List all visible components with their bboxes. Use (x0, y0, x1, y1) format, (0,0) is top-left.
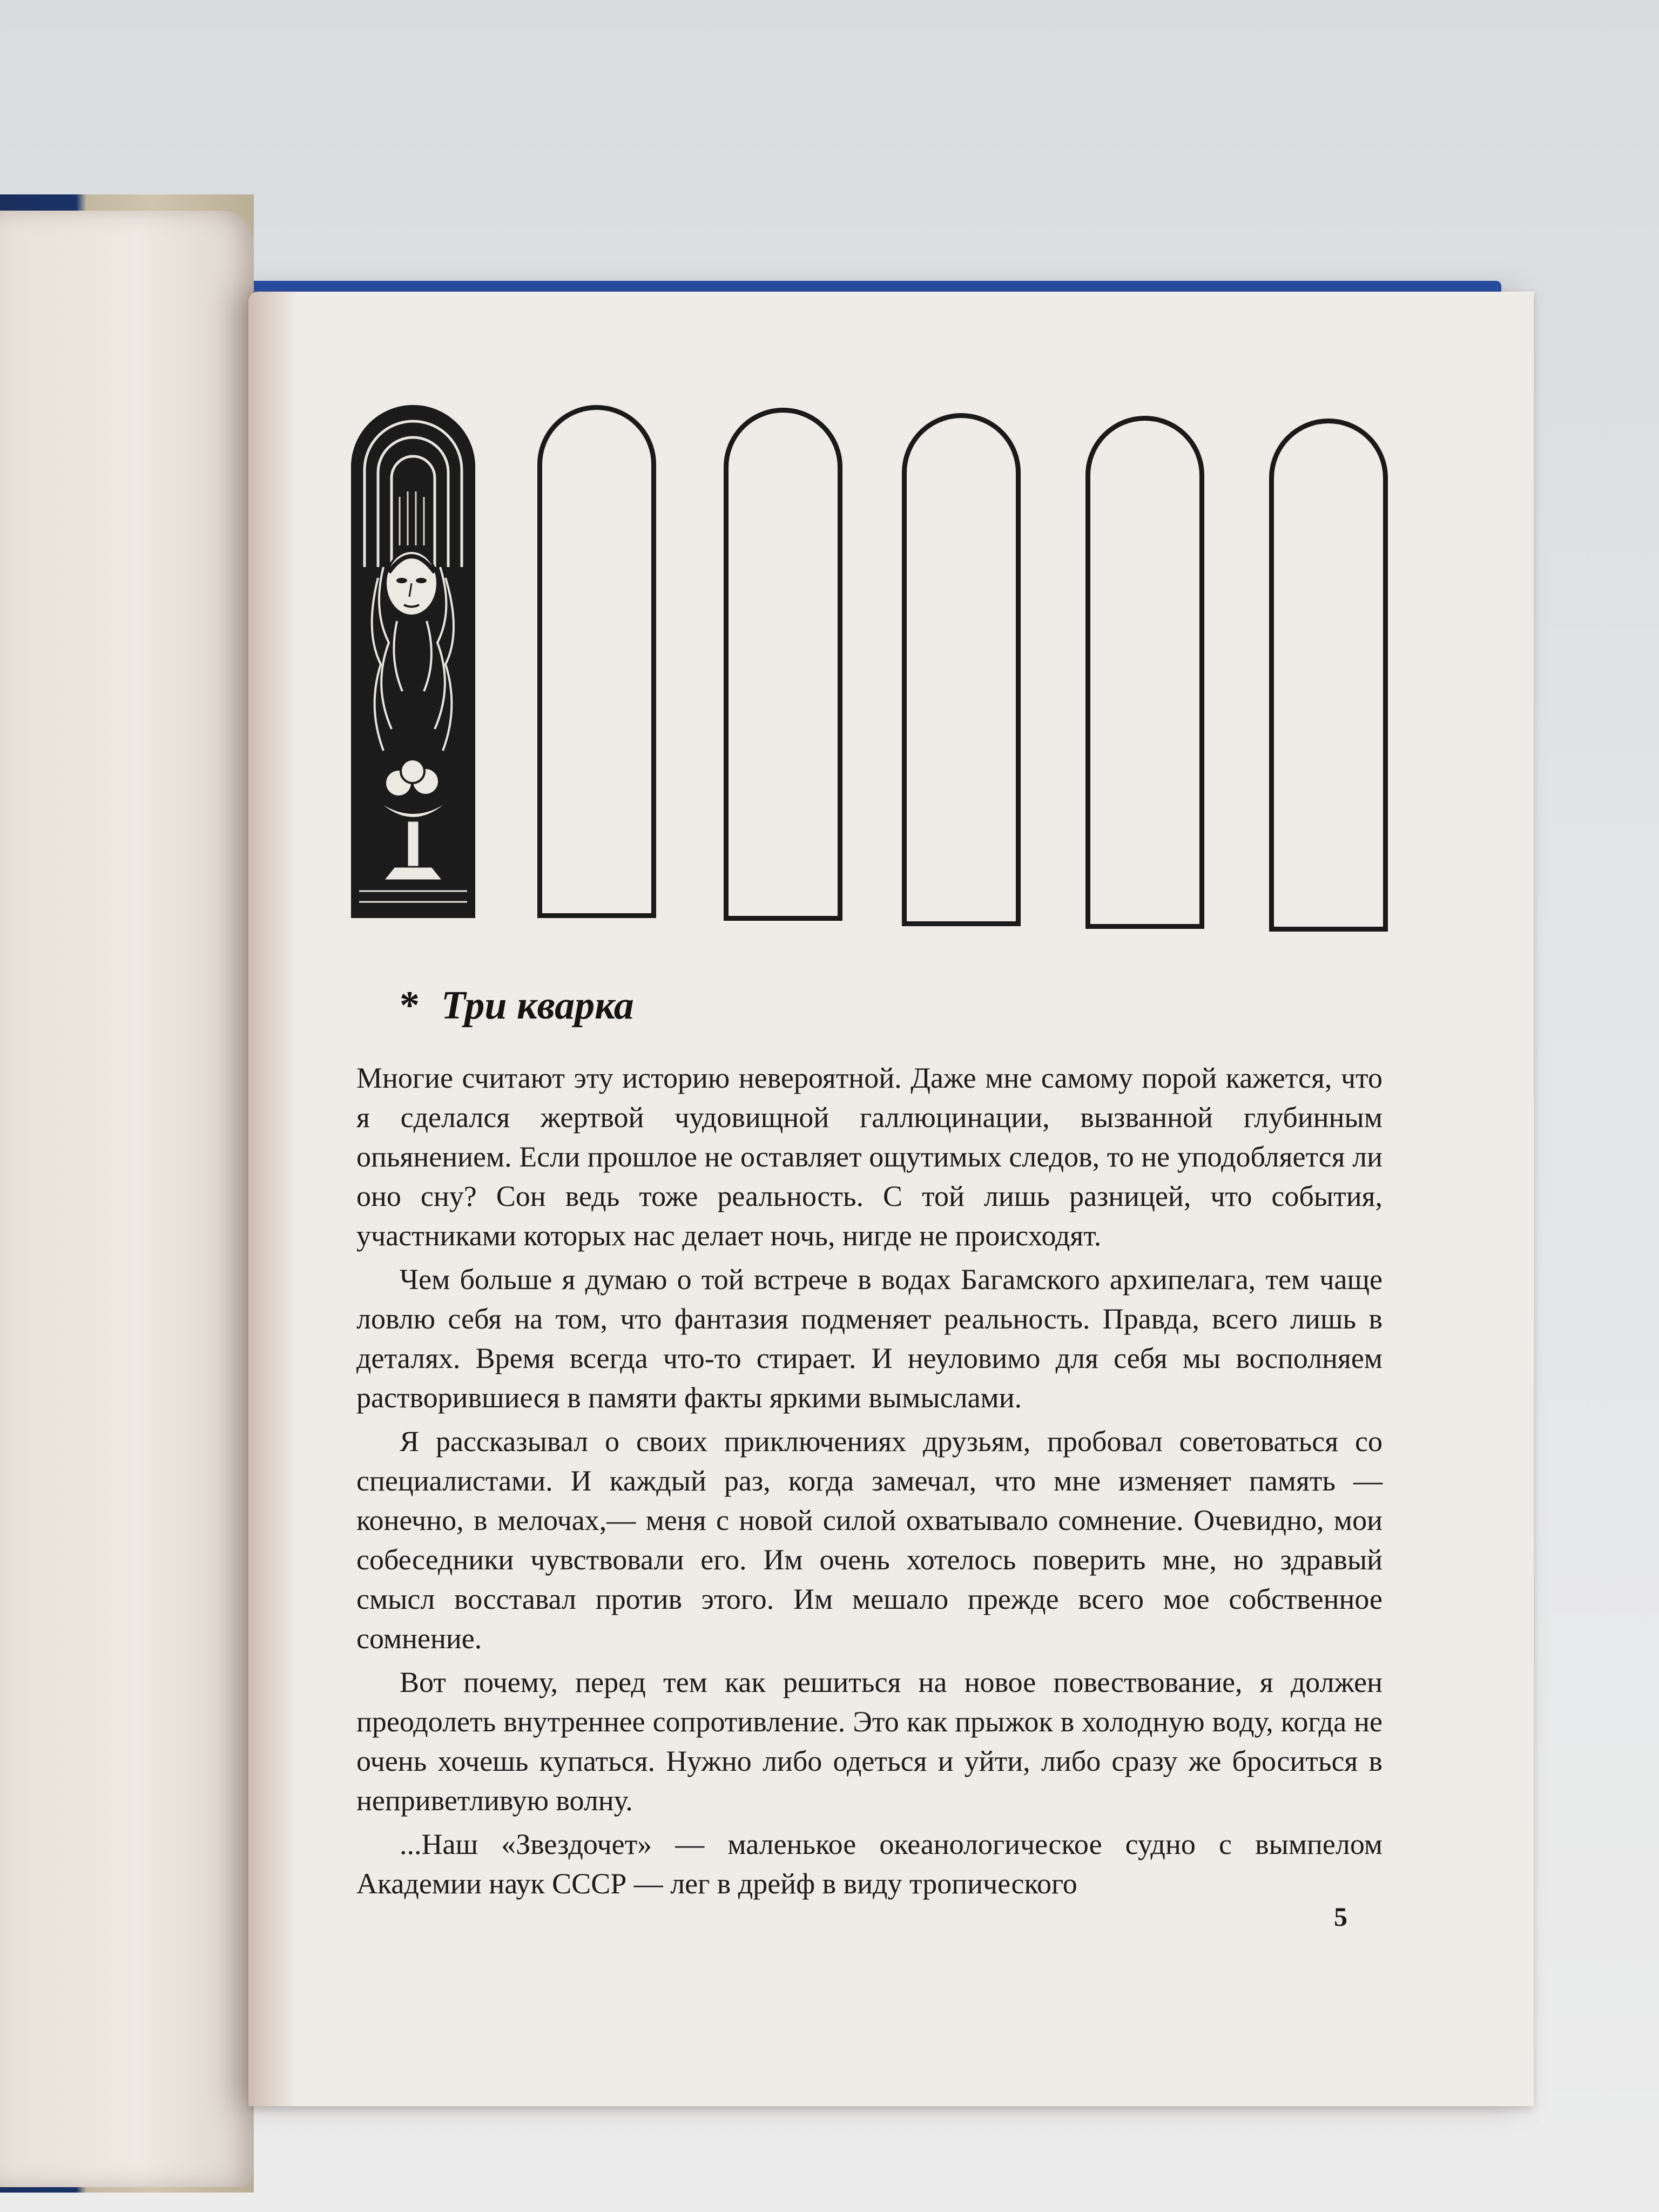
chapter-heading (400, 983, 634, 1029)
empty-arch-frame (1085, 416, 1204, 929)
empty-arch-frame (537, 405, 656, 918)
paragraph: Вот почему, перед тем как решиться на новое повествование, я должен преодолеть внутреннее сопротивление. Это как прыжок в холодную воду, когда не очень хочешь купаться. Нужно либо одеться и уйти, либо сразу же броситься в неприветливую волну. (356, 1666, 1382, 1817)
woman-engraving-icon (351, 405, 475, 918)
arches-illustration (351, 405, 1404, 940)
empty-arch-frame (724, 408, 842, 921)
empty-arch-frame (902, 413, 1021, 926)
paragraph: ...Наш «Звездочет» — маленькое океанологическое судно с вымпелом Академии наук СССР — лег в дрейф в виду тропического (356, 1828, 1382, 1900)
paragraph: Я рассказывал о своих приключениях друзьям, пробовал советоваться со специалистами. И каждый раз, когда замечал, что мне изменяет память — конечно, в мелочах,— меня с новой силой охватывало сомнение. Очевидно, мои собеседники чувствовали его. Им очень хотелось поверить мне, но здравый смысл восставал против этого. Им мешало прежде всего мое собственное сомнение. (356, 1425, 1382, 1655)
body-text (356, 1058, 1382, 1908)
heading-star-marker: * (400, 983, 420, 1028)
page-gutter-shadow (248, 292, 297, 2106)
page-number: 5 (1334, 1901, 1347, 1932)
chapter-title-text: Три кварка (441, 983, 634, 1028)
paragraph: Многие считают эту историю невероятной. Даже мне самому порой кажется, что я сделался жертвой чудовищной галлюцинации, вызванной глубинным опьянением. Если прошлое не оставляет ощутимых следов, то не уподобляется ли оно сну? Сон ведь тоже реальность. С той лишь разницей, что события, участниками которых нас делает ночь, нигде не происходят. (356, 1062, 1382, 1252)
empty-arch-frame (1269, 419, 1388, 932)
paragraph: Чем больше я думаю о той встрече в водах Багамского архипелага, тем чаще ловлю себя на том, что фантазия подменяет реальность. Правда, всего лишь в деталях. Время всегда что-то стирает. И неуловимо для себя мы восполняем растворившиеся в памяти факты яркими вымыслами. (356, 1263, 1382, 1414)
left-page (0, 211, 254, 2187)
arch-figure-engraving (351, 405, 475, 918)
